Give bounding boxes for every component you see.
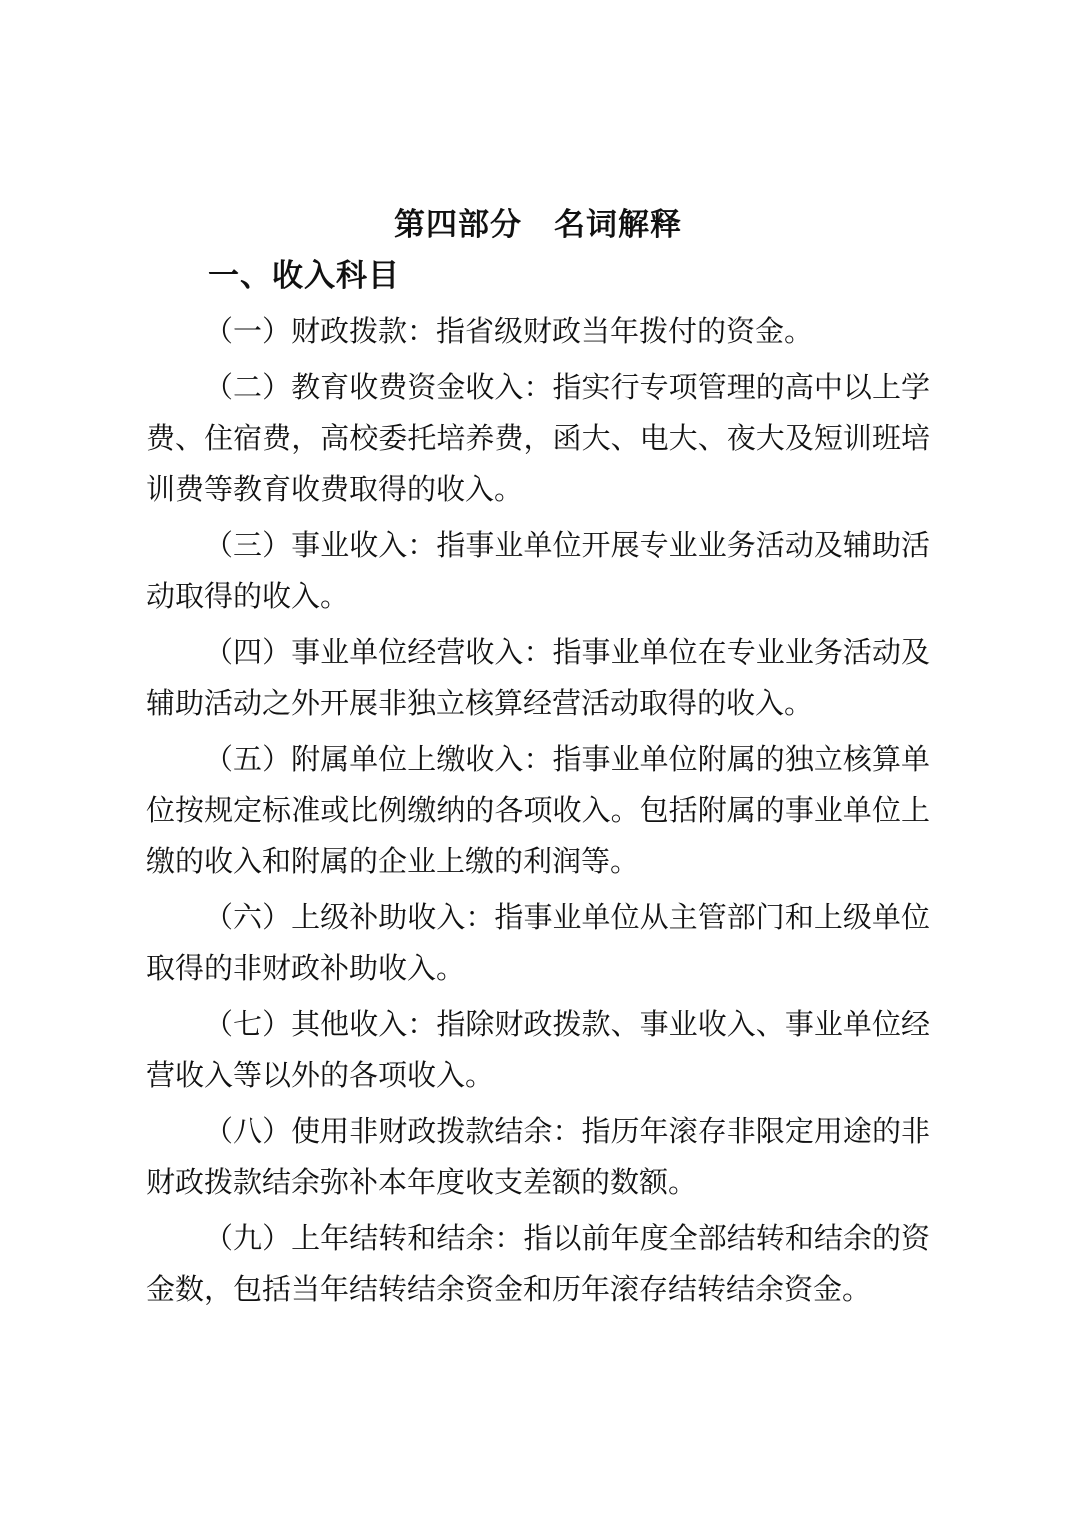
document-title: 第四部分 名词解释 [394,207,682,242]
glossary-item-5: （五）附属单位上缴收入：指事业单位附属的独立核算单位按规定标准或比例缴纳的各项收入。包括附属的事业单位上缴的收入和附属的企业上缴的利润等。 [146,744,930,878]
glossary-item-8: （八）使用非财政拨款结余：指历年滚存非限定用途的非财政拨款结余弥补本年度收支差额的数额。 [146,1116,930,1199]
section-heading-income-categories: 一、收入科目 [208,258,400,293]
glossary-item-4: （四）事业单位经营收入：指事业单位在专业业务活动及辅助活动之外开展非独立核算经营活动取得的收入。 [146,637,930,720]
glossary-item-3: （三）事业收入：指事业单位开展专业业务活动及辅助活动取得的收入。 [146,530,930,613]
glossary-item-7: （七）其他收入：指除财政拨款、事业收入、事业单位经营收入等以外的各项收入。 [146,1009,930,1092]
glossary-item-6: （六）上级补助收入：指事业单位从主管部门和上级单位取得的非财政补助收入。 [146,902,930,985]
glossary-item-9: （九）上年结转和结余：指以前年度全部结转和结余的资金数，包括当年结转结余资金和历年滚存结转结余资金。 [146,1223,930,1306]
glossary-item-1: （一）财政拨款：指省级财政当年拨付的资金。 [204,316,814,348]
glossary-item-2: （二）教育收费资金收入：指实行专项管理的高中以上学费、住宿费，高校委托培养费，函大、电大、夜大及短训班培训费等教育收费取得的收入。 [146,372,930,506]
